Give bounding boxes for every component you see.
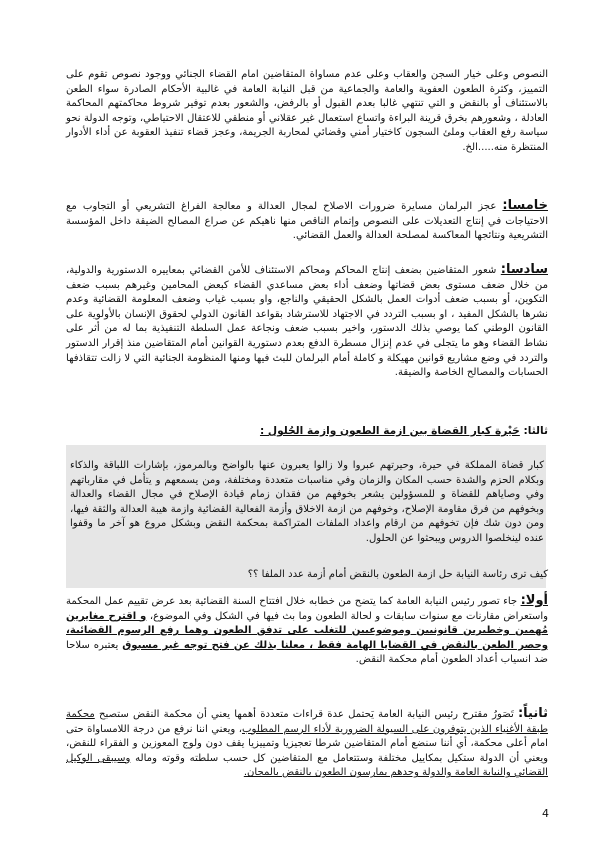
second-text-underlined-end: وسيبقى الوكيل القضائي والنيابة العامة والدولة وحدهم يمارسون الطعون بالنقض بالمجان. xyxy=(66,752,548,779)
boxed-paragraph xyxy=(70,459,544,547)
paragraph-intro xyxy=(66,68,548,156)
paragraph-second xyxy=(66,707,548,781)
fifth-label: خامسا: xyxy=(502,198,548,213)
first-text-c: يعتبره سلاحا ضد انسياب أعداد الطعون أمام محكمة النقض. xyxy=(66,639,548,666)
fifth-text: عجز البرلمان مسايرة ضرورات الاصلاح لمجال العدالة و معالجة الفراغ التشريعي أو التجاوب مع الاحتياجات في إنتاج التعديلات على النصوص وإتمام الناقص منها ناهيكم عن صراع المصالح الضيقة داخل المؤسسة التشريعية ونتائجها المعاكسة لمصلحة العدالة والعمل القضائي. xyxy=(66,201,548,242)
question-line xyxy=(66,568,548,583)
sixth-label: سادسا: xyxy=(500,262,548,277)
first-label: أولا: xyxy=(520,593,548,608)
section-three-number: ثالثا: xyxy=(519,425,548,437)
page-number: 4 xyxy=(542,807,549,820)
first-text-a: جاء تصور رئيس النيابة العامة كما يتضح من خطابه خلال افتتاح السنة القضائية بعد عرض تقييم عمل المحكمة واستعراض مقارنات مع سنوات سابقات و لحالة الطعون وما بث فيها في الشكل وفي الموضوع، xyxy=(66,596,548,622)
paragraph-first xyxy=(66,594,548,668)
section-three-heading xyxy=(66,425,548,437)
question-text: كيف ترى رئاسة النيابة حل ازمة الطعون بالنقض أمام أزمة عدد الملفا ؟؟ xyxy=(247,569,548,580)
second-text-underlined: محكمة طبقة الأغنياء الذين يتوفرون على السيولة الضرورية لأداء الرسم المطلوب xyxy=(66,709,548,735)
paragraph-fifth xyxy=(66,199,548,244)
second-label: ثانياً: xyxy=(517,706,548,721)
first-text-emphasis: و اقترح مغايرين مُهمين وخطيرين قانونيين وموضوعيين للتغلب على تدفق الطعون وهما رفع الرسوم القضائية، وحصر الطعن بالنقض في القضايا الهامة فقط ، معلنا بذلك عن فتح توجه غير مسبوق xyxy=(66,610,548,651)
section-three-title: حَيْرة كبار القضاة بين ازمة الطعون وازمة الحُلول : xyxy=(259,425,520,437)
intro-text: النصوص وعلى خيار السجن والعقاب وعلى عدم مساواة المتقاضين امام القضاء الجنائي ووجود نصوص تقوم على التمييز، وكثرة الطعون العفوية والعامة والجماعية من قبل النيابة العامة في غالبية الأحكام الصادرة سواء الطعن بالاستئناف أو بالنقض و التي تنتهي غالبا بعدم القبول أو بالرفض، والشعور بعدم توفير شروط محاكمتهم المحاكمة العادلة ، وشعورهم بخرق قرينة البراءة واتساع استعمال غير عقلاني أو منطقي للاعتقال الاحتياطي، وتوجه الدولة نحو سياسة رفع العقاب وملئ السجون كاختيار أمني وقضائي لمحاربة الجريمة، وعجز قضاء تنفيذ العقوبة عن أداء الأدوار المنتظرة منه.....الخ. xyxy=(66,69,548,153)
second-text-a: تَصَورُ مقترح رئيس النيابة العامة يَحتمل عدة قراءات متعددة أهمها يعني أن محكمة النقض ستصبح xyxy=(94,709,518,720)
second-text-c: ، ويعني اننا نرفع من درجة اللامساواة حتى امام أعلى محكمة، أي أننا سنضع أمام المتقاضين شرطا تعجيزيا وتمييزيا يقف دون ولوج المعوزين و الفقراء للنقض، ويعني أن الدولة ستكيل بمكاييل مختلفة وستتعامل مع المتقاضين كل حسب سلطته وقوته وماله xyxy=(66,723,549,764)
sixth-text: شعور المتقاضين بضعف إنتاج المحاكم ومحاكم الاستئناف للأمن القضائي بمعاييره الدستورية والدولية، من خلال ضعف مستوى بعض قضاتها وضعف أداء بعض مساعدي القضاء كبعض المحامين وغيرهم بسبب ضعف التكوين، أو بسبب ضعف أدوات العمل بالشكل الحقيقي والناجع، واو بسبب غياب وضعف المعلومة القضائية وعدم نشرها بالشكل المفيد ، او بسبب التردد في الاجتهاد للاسترشاد بقواعد القانون الدولي لحقوق الإنسان بالأولوية على القانون الوطني كما يوصي بذلك الدستور، واخير بسبب ضعف ونجاعة عمل السلطة التنفيذية بما له من أثر على نشاط القضاء وهو ما يتجلى في عدم إنزال مسطرة الدفع بعدم دستورية القوانين أمام المتقاضين منذ إقرار الدستور والتردد في وضع مشاريع قوانين مهيكلة و كاملة أمام البرلمان للبث فيها ومنها المنظومة الجنائية التي لا زالت تتقاذفها الحسابات والمصالح الخاصة والضيقة. xyxy=(66,265,548,379)
box-text: كبار قضاة المملكة في حيرة، وحيرتهم عبروا ولا زالوا يعبرون عنها بالواضح وبالمرموز، بإشارات اللباقة والذكاء وبكلام الحزم والشدة حسب المكان والزمان وفي مناسبات متعددة ومختلفة، ومن يسمعهم و يتأمل في مقارباتهم وفي وصاياهم للقضاة و للمسؤولين يشعر بخوفهم من فقدان زمام قيادة الإصلاح في مجال القضاء والعدالة وبخوفهم من فرق مقاومة الإصلاح، وخوفهم من ازمة الاخلاق وأزمة الفعالية القضائية وازمة هيبة العدالة والثقة فيها، ومن دون شك فإن تخوفهم من ارقام واعداد الملفات المتراكمة بمحكمة النقض وبشكل مروع هو آخر ما وقفوا عنده لينخلصوا الدروس ويبحثوا عن الحلول. xyxy=(70,460,544,544)
paragraph-sixth xyxy=(66,263,548,381)
